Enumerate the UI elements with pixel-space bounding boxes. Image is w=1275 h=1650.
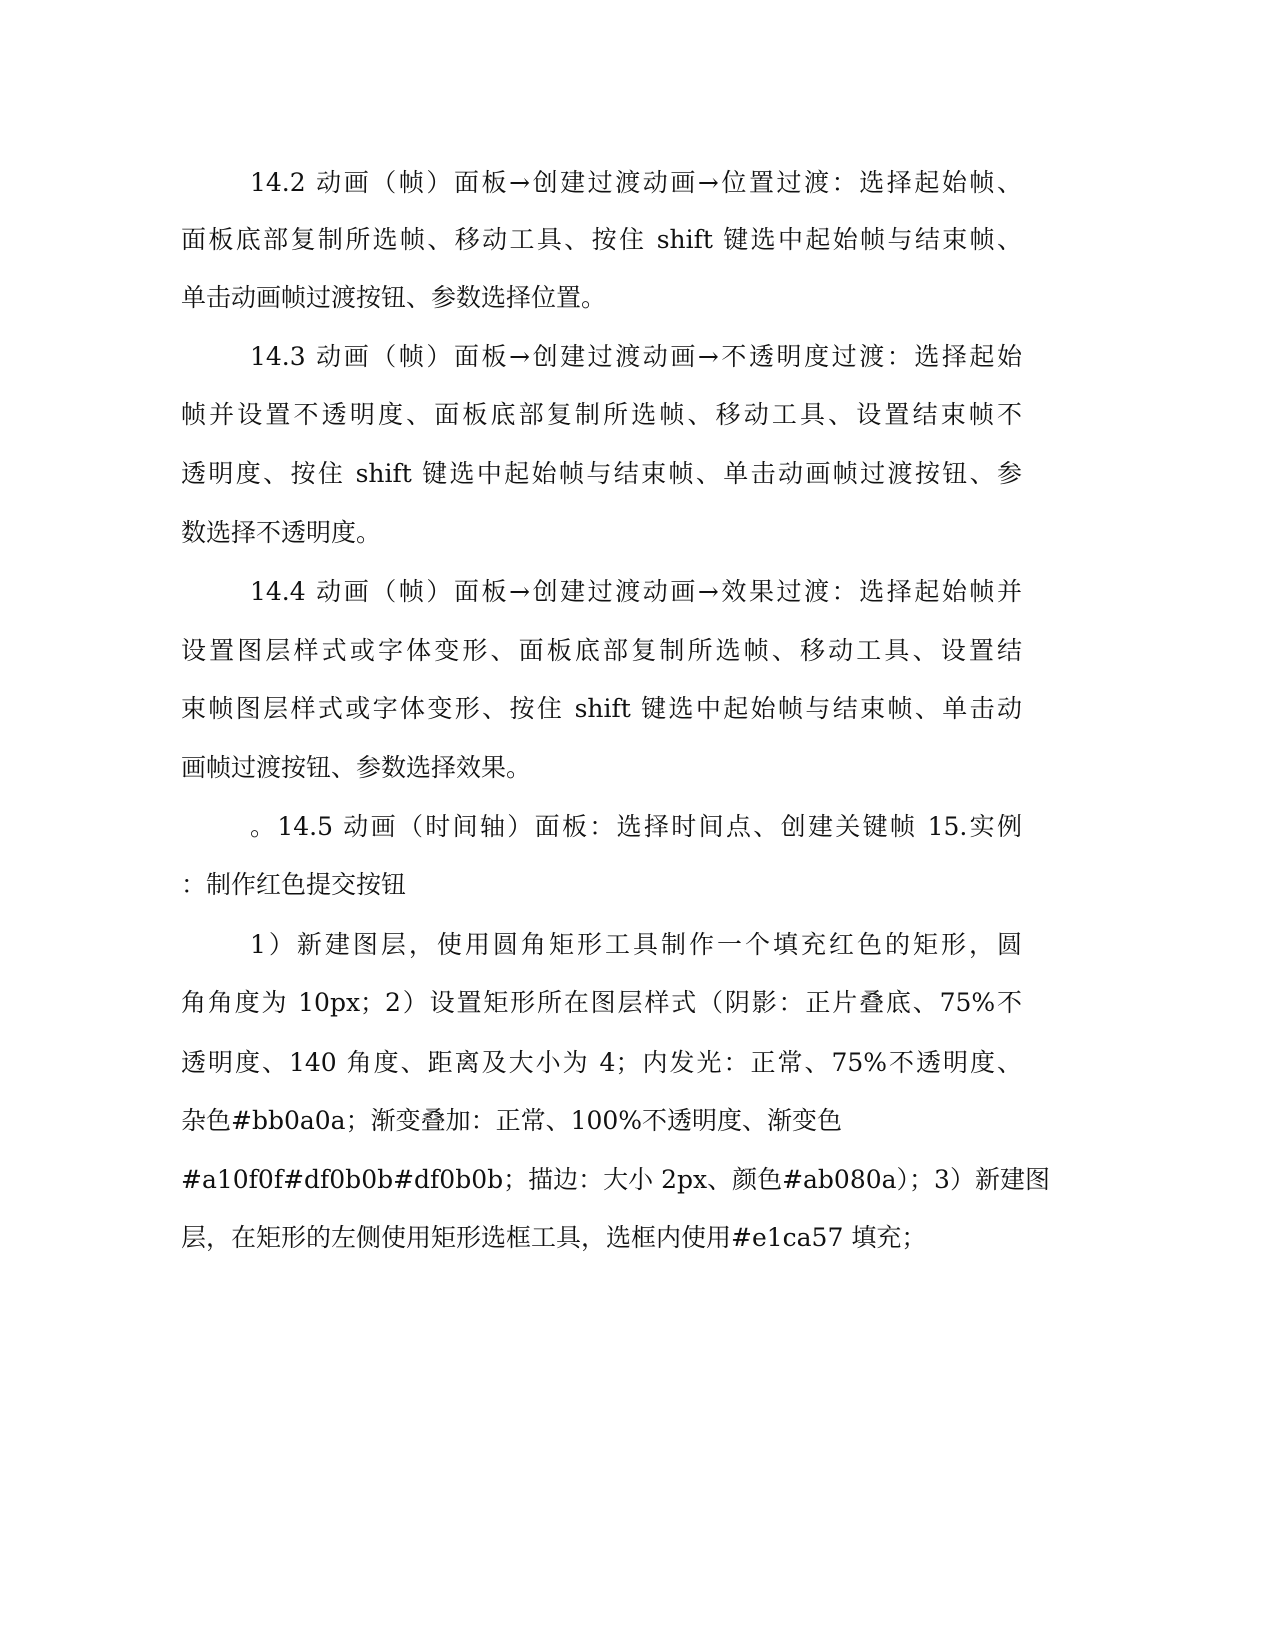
paragraph-14-5-line-2: ：制作红色提交按钮 [181, 870, 407, 899]
step-paragraph-line-4: 杂色#bb0a0a；渐变叠加：正常、100%不透明度、渐变色 [181, 1106, 843, 1135]
paragraph-14-2-line-3: 单击动画帧过渡按钮、参数选择位置。 [181, 283, 607, 312]
paragraph-14-3-line-3: 透明度、按住 shift 键选中起始帧与结束帧、单击动画帧过渡按钮、参 [181, 459, 1022, 488]
paragraph-14-3-line-2: 帧并设置不透明度、面板底部复制所选帧、移动工具、设置结束帧不 [181, 400, 1022, 429]
paragraph-14-3-line-1: 14.3 动画（帧）面板→创建过渡动画→不透明度过渡：选择起始 [250, 342, 1022, 371]
step-paragraph-line-2: 角角度为 10px；2）设置矩形所在图层样式（阴影：正片叠底、75%不 [181, 988, 1022, 1017]
paragraph-14-2-line-2: 面板底部复制所选帧、移动工具、按住 shift 键选中起始帧与结束帧、 [181, 225, 1022, 254]
paragraph-14-4-line-1: 14.4 动画（帧）面板→创建过渡动画→效果过渡：选择起始帧并 [250, 577, 1022, 606]
step-paragraph-line-6: 层，在矩形的左侧使用矩形选框工具，选框内使用#e1ca57 填充； [181, 1223, 927, 1252]
paragraph-14-5-line-1: 。14.5 动画（时间轴）面板：选择时间点、创建关键帧 15.实例 [250, 812, 1022, 841]
step-paragraph-line-1: 1）新建图层，使用圆角矩形工具制作一个填充红色的矩形，圆 [250, 930, 1022, 959]
paragraph-14-2-line-1: 14.2 动画（帧）面板→创建过渡动画→位置过渡：选择起始帧、 [250, 168, 1022, 197]
paragraph-14-3-line-4: 数选择不透明度。 [181, 518, 382, 547]
paragraph-14-4-line-2: 设置图层样式或字体变形、面板底部复制所选帧、移动工具、设置结 [181, 636, 1022, 665]
paragraph-14-4-line-3: 束帧图层样式或字体变形、按住 shift 键选中起始帧与结束帧、单击动 [181, 694, 1022, 723]
paragraph-14-4-line-4: 画帧过渡按钮、参数选择效果。 [181, 753, 532, 782]
step-paragraph-line-5: #a10f0f#df0b0b#df0b0b；描边：大小 2px、颜色#ab080a）；3）新建图 [181, 1165, 1050, 1194]
step-paragraph-line-3: 透明度、140 角度、距离及大小为 4；内发光：正常、75%不透明度、 [181, 1048, 1022, 1077]
